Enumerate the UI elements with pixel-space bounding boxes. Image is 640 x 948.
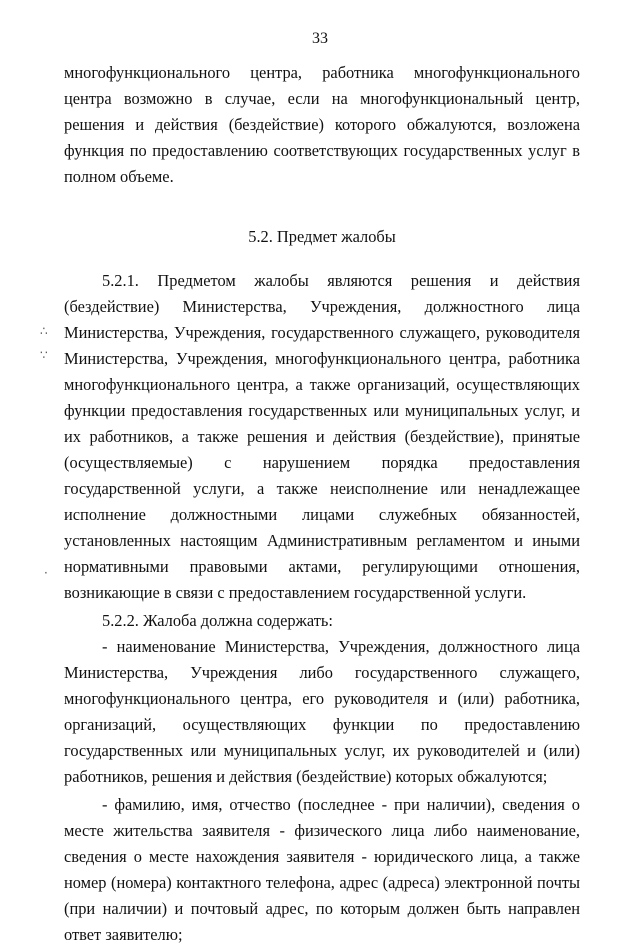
paragraph-5-2-2: 5.2.2. Жалоба должна содержать: [102, 611, 333, 630]
list-item-name: - наименование Министерства, Учреждения, должностного лица Министерства, Учреждения либо государственного служащего, многофункционального центра, его руководителя и (или) работника, организаций, осуществляющих функции по предоставлению государственных или муниципальных услуг, их руководителей и (или) работников, решения и действия (бездействие) которых обжалуются; [64, 637, 580, 786]
document-body [64, 60, 580, 948]
page-number: 33 [312, 30, 328, 47]
section-heading: 5.2. Предмет жалобы [248, 227, 396, 246]
margin-mark: ∵ [40, 348, 48, 362]
list-item-fullname: - фамилию, имя, отчество (последнее - при наличии), сведения о месте жительства заявителя - физического лица либо наименование, сведения о месте нахождения заявителя - юридического лица, а также номер (номера) контактного телефона, адрес (адреса) электронной почты (при наличии) и почтовый адрес, по которым должен быть направлен ответ заявителю; [64, 795, 580, 944]
margin-mark: · [44, 566, 48, 580]
margin-mark: ∴ [40, 324, 48, 338]
paragraph-intro: многофункционального центра, работника многофункционального центра возможно в случае, если на многофункциональный центр, решения и действия (бездействие) которого обжалуются, возложена функция по предоставлению соответствующих государственных услуг в полном объеме. [64, 63, 580, 186]
paragraph-5-2-1: 5.2.1. Предметом жалобы являются решения и действия (бездействие) Министерства, Учреждения, должностного лица Министерства, Учреждения, государственного служащего, руководителя Министерства, Учреждения, многофункционального центра, работника многофункционального центра, а также организаций, осуществляющих функции предоставления государственных или муниципальных услуг, и их работников, а также решения и действия (бездействие), принятые (осуществляемые) с нарушением порядка предоставления государственной услуги, а также неисполнение или ненадлежащее исполнение должностными лицами служебных обязанностей, установленных настоящим Административным регламентом и иными нормативными правовыми актами, регулирующими отношения, возникающие в связи с предоставлением государственной услуги. [64, 271, 580, 602]
